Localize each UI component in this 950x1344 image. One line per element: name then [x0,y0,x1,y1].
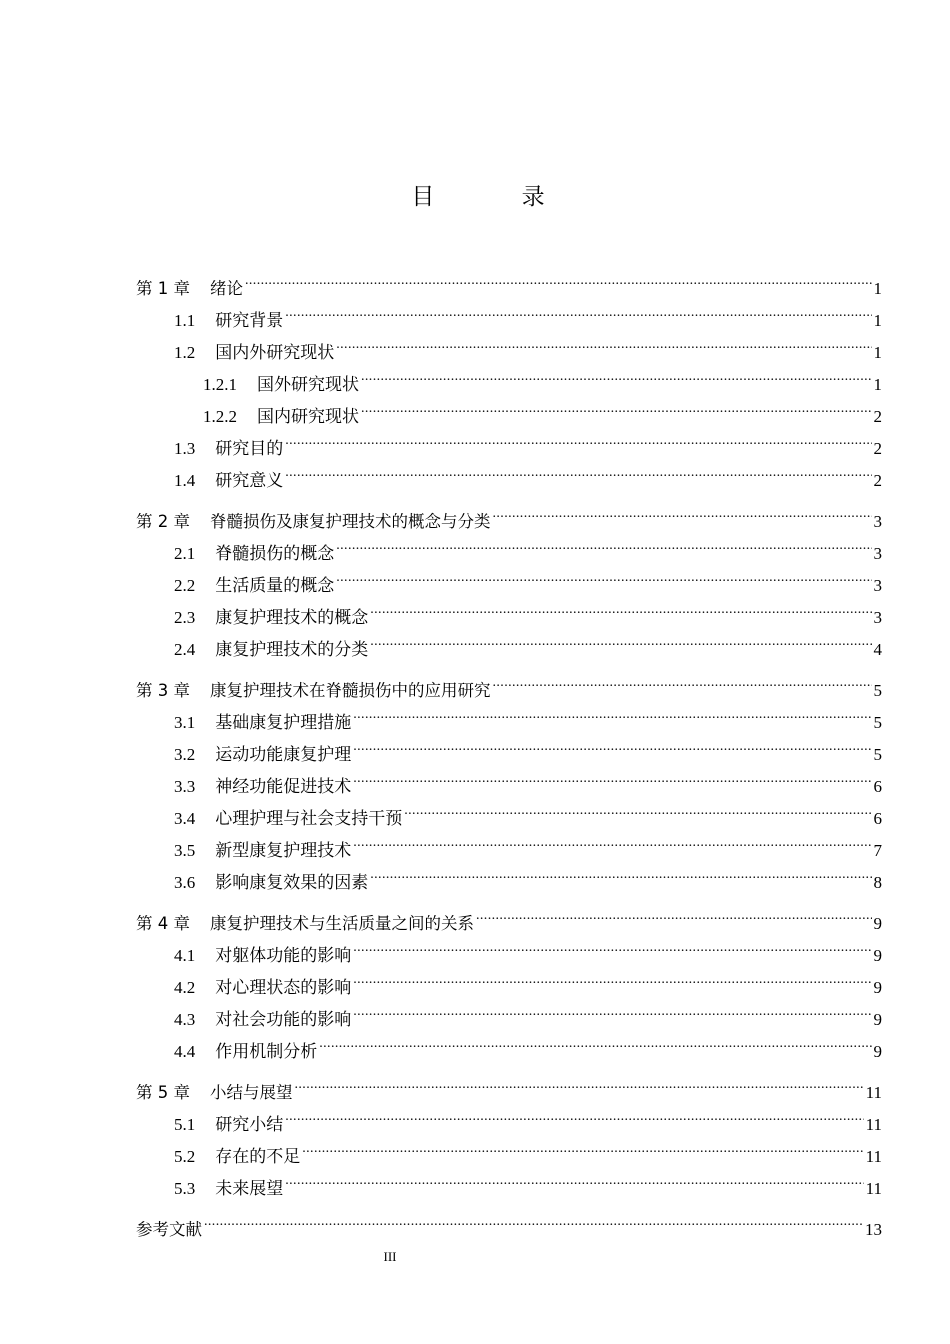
toc-leader-dots [370,871,871,888]
toc-entry-number: 3.6 [174,873,196,892]
toc-entry-page: 5 [873,745,882,764]
toc-leader-dots [336,341,871,358]
toc-entry-section[interactable] [136,570,882,602]
toc-entry-title: 国外研究现状 [257,375,359,394]
toc-entry-page: 11 [865,1115,882,1134]
toc-leader-dots [493,511,872,528]
toc-entry-title: 参考文献 [136,1220,202,1239]
toc-entry-title: 国内外研究现状 [215,343,335,362]
toc-entry-page: 8 [873,873,882,892]
toc-entry-page: 1 [873,375,882,394]
toc-entry-page: 2 [873,471,882,490]
toc-entry-page: 6 [873,809,882,828]
toc-entry-number: 第 3 章 [136,681,190,700]
toc-entry-section[interactable] [136,602,882,634]
toc-leader-dots [493,680,872,697]
toc-entry-title: 研究目的 [215,439,284,458]
toc-leader-dots [302,1145,863,1162]
toc-entry-title: 对社会功能的影响 [215,1010,352,1029]
toc-entry-title: 存在的不足 [215,1147,301,1166]
toc-entry-title: 新型康复护理技术 [215,841,352,860]
toc-entry-number: 4.4 [174,1042,196,1061]
toc-entry-title: 研究小结 [215,1115,284,1134]
toc-leader-dots [361,405,872,422]
toc-entry-title: 心理护理与社会支持干预 [215,809,403,828]
toc-entry-number: 4.2 [174,978,196,997]
toc-entry-number: 5.2 [174,1147,196,1166]
toc-entry-number: 2.3 [174,608,196,627]
toc-entry-section[interactable] [136,940,882,972]
toc-leader-dots [285,469,871,486]
toc-entry-chapter[interactable] [136,506,882,538]
toc-entry-number: 2.4 [174,640,196,659]
toc-entry-page: 2 [873,439,882,458]
toc-entry-section[interactable] [136,337,882,369]
toc-list [136,273,882,1246]
toc-entry-page: 9 [873,1042,882,1061]
toc-entry-page: 3 [873,544,882,563]
toc-entry-title: 康复护理技术在脊髓损伤中的应用研究 [210,681,491,700]
toc-entry-section[interactable] [136,835,882,867]
toc-entry-title: 未来展望 [215,1179,284,1198]
toc-leader-dots [285,1113,863,1130]
toc-entry-page: 11 [865,1147,882,1166]
toc-entry-number: 3.1 [174,713,196,732]
toc-entry-section[interactable] [136,305,882,337]
toc-leader-dots [353,711,871,728]
toc-entry-title: 康复护理技术的概念 [215,608,369,627]
toc-entry-number: 5.1 [174,1115,196,1134]
toc-entry-section[interactable] [136,1004,882,1036]
toc-entry-title: 研究意义 [215,471,284,490]
toc-entry-number: 1.3 [174,439,196,458]
toc-entry-number: 4.1 [174,946,196,965]
toc-entry-title: 神经功能促进技术 [215,777,352,796]
toc-entry-page: 3 [873,608,882,627]
toc-entry-page: 2 [873,407,882,426]
toc-entry-section[interactable] [136,972,882,1004]
toc-title: 目 录 [411,184,585,210]
toc-entry-section[interactable] [136,1173,882,1205]
toc-leader-dots [353,839,871,856]
toc-entry-title: 生活质量的概念 [215,576,335,595]
toc-entry-section[interactable] [136,803,882,835]
toc-entry-section[interactable] [136,634,882,666]
toc-leader-dots [353,944,871,961]
toc-entry-section[interactable] [136,1036,882,1068]
toc-entry-number: 2.2 [174,576,196,595]
toc-entry-number: 第 1 章 [136,279,190,298]
toc-entry-references[interactable] [136,1214,882,1246]
toc-leader-dots [204,1219,863,1236]
toc-entry-page: 11 [865,1083,882,1102]
toc-entry-title: 国内研究现状 [257,407,359,426]
toc-leader-dots [245,278,872,295]
toc-leader-dots [353,775,871,792]
page-number: III [383,1249,397,1264]
toc-leader-dots [404,807,871,824]
toc-leader-dots [295,1082,864,1099]
toc-entry-page: 5 [873,713,882,732]
toc-entry-number: 3.3 [174,777,196,796]
toc-leader-dots [285,1177,863,1194]
toc-entry-number: 3.2 [174,745,196,764]
toc-entry-page: 9 [873,1010,882,1029]
toc-entry-section[interactable] [136,1141,882,1173]
toc-entry-title: 基础康复护理措施 [215,713,352,732]
toc-entry-number: 1.4 [174,471,196,490]
toc-leader-dots [476,913,872,930]
toc-leader-dots [285,309,871,326]
toc-entry-number: 1.2.2 [203,407,237,426]
toc-entry-subsection[interactable] [136,401,882,433]
toc-entry-number: 3.5 [174,841,196,860]
toc-entry-title: 脊髓损伤及康复护理技术的概念与分类 [210,512,491,531]
toc-leader-dots [319,1040,871,1057]
toc-entry-number: 1.2 [174,343,196,362]
toc-entry-number: 1.2.1 [203,375,237,394]
toc-entry-chapter[interactable] [136,273,882,305]
toc-entry-title: 康复护理技术的分类 [215,640,369,659]
toc-entry-title: 研究背景 [215,311,284,330]
toc-entry-page: 4 [873,640,882,659]
toc-entry-page: 9 [873,978,882,997]
toc-leader-dots [353,1008,871,1025]
toc-entry-number: 第 5 章 [136,1083,190,1102]
toc-leader-dots [336,542,871,559]
toc-entry-section[interactable] [136,538,882,570]
toc-entry-section[interactable] [136,867,882,899]
toc-entry-title: 对心理状态的影响 [215,978,352,997]
toc-entry-page: 1 [873,279,882,298]
toc-entry-title: 康复护理技术与生活质量之间的关系 [210,914,474,933]
toc-entry-section[interactable] [136,433,882,465]
toc-entry-number: 1.1 [174,311,196,330]
toc-entry-page: 3 [873,576,882,595]
toc-leader-dots [370,638,871,655]
toc-entry-section[interactable] [136,771,882,803]
toc-leader-dots [336,574,871,591]
toc-entry-page: 1 [873,311,882,330]
toc-leader-dots [361,373,872,390]
toc-leader-dots [285,437,871,454]
toc-entry-number: 第 4 章 [136,914,190,933]
toc-entry-section[interactable] [136,707,882,739]
toc-entry-title: 作用机制分析 [215,1042,318,1061]
toc-entry-section[interactable] [136,465,882,497]
toc-entry-page: 9 [873,914,882,933]
toc-entry-chapter[interactable] [136,1077,882,1109]
toc-entry-page: 6 [873,777,882,796]
toc-entry-title: 影响康复效果的因素 [215,873,369,892]
toc-entry-chapter[interactable] [136,908,882,940]
toc-leader-dots [353,743,871,760]
toc-entry-page: 1 [873,343,882,362]
toc-entry-title: 对躯体功能的影响 [215,946,352,965]
toc-entry-title: 小结与展望 [210,1083,293,1102]
toc-entry-section[interactable] [136,739,882,771]
toc-entry-page: 5 [873,681,882,700]
toc-entry-subsection[interactable] [136,369,882,401]
toc-leader-dots [353,976,871,993]
toc-entry-section[interactable] [136,1109,882,1141]
toc-entry-page: 11 [865,1179,882,1198]
toc-entry-chapter[interactable] [136,675,882,707]
toc-entry-title: 运动功能康复护理 [215,745,352,764]
toc-entry-page: 3 [873,512,882,531]
toc-entry-page: 13 [865,1220,882,1239]
toc-entry-title: 绪论 [210,279,243,298]
toc-entry-page: 9 [873,946,882,965]
toc-entry-number: 第 2 章 [136,512,190,531]
toc-entry-page: 7 [873,841,882,860]
toc-entry-number: 5.3 [174,1179,196,1198]
toc-entry-number: 4.3 [174,1010,196,1029]
toc-entry-number: 3.4 [174,809,196,828]
toc-entry-number: 2.1 [174,544,196,563]
toc-entry-title: 脊髓损伤的概念 [215,544,335,563]
toc-leader-dots [370,606,871,623]
